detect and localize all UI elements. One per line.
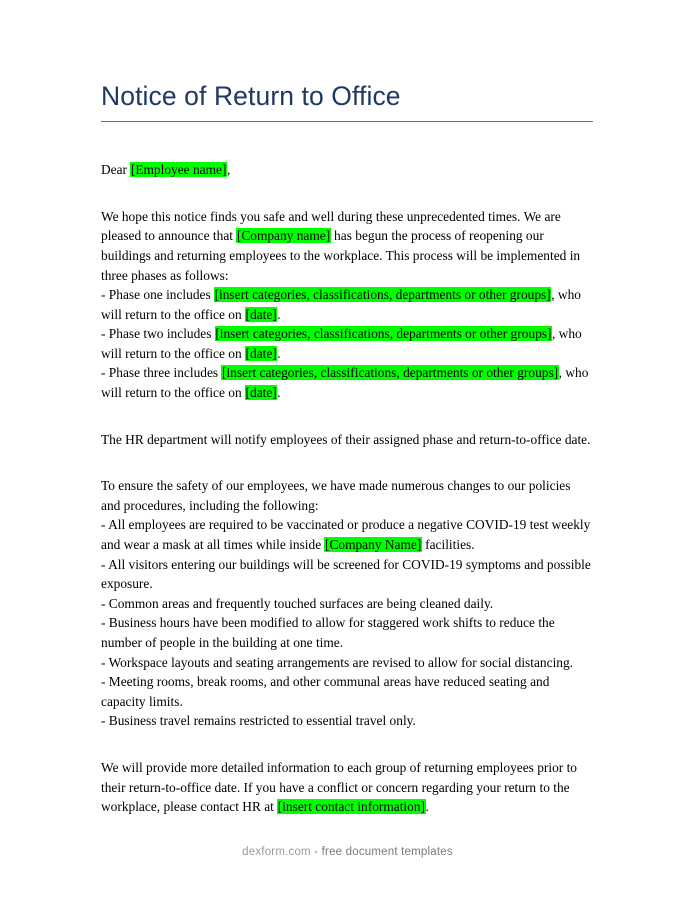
phase-three-end: . [277,385,281,401]
employee-name-placeholder: [Employee name] [130,162,227,178]
phase-three-item [101,363,593,402]
phase-two-middle: , who will return to the office on [101,326,582,361]
safety-bullet-cleaning: - Common areas and frequently touched surfaces are being cleaned daily. [101,595,494,611]
safety-bullet-hours: - Business hours have been modified to allow for staggered work shifts to reduce the number of people in the building at one time. [101,615,555,651]
company-name-placeholder-2: [Company Name] [324,537,422,553]
phase-two-item [101,324,593,363]
phase-three-group-placeholder: [insert categories, classifications, departments or other groups] [221,365,559,381]
salutation [101,160,593,180]
salutation-prefix: Dear [101,162,131,178]
intro-text-part2: has begun the process of reopening our buildings and returning employees to the workplace. This process will be implemented in three phases as follows: [101,228,581,283]
vaccination-text-part2: facilities. [421,537,475,553]
phase-three-middle: , who will return to the office on [101,365,589,401]
safety-bullet-list [101,515,593,731]
intro-paragraph [101,207,593,285]
safety-bullet-layouts: - Workspace layouts and seating arrangements are revised to allow for social distancing. [101,654,574,670]
spacer [101,403,593,430]
safety-bullet-rooms: - Meeting rooms, break rooms, and other communal areas have reduced seating and capacity limits. [101,674,550,709]
phase-two-end: . [277,345,281,361]
intro-text-part1: We hope this notice finds you safe and well during these unprecedented times. We are pleased to announce that [101,208,561,244]
contact-information-placeholder: [insert contact information] [277,799,425,815]
spacer [101,130,593,160]
closing-text-part1: We will provide more detailed information to each group of returning employees prior to their return-to-office date. If you have a conflict or concern regarding your return to the workplace, please contact HR at [101,759,578,815]
phase-two-date-placeholder: [date] [245,345,277,361]
title-divider [101,121,593,122]
safety-bullet-travel: - Business travel remains restricted to essential travel only. [101,713,416,729]
phase-one-group-placeholder: [insert categories, classifications, departments or other groups] [214,287,551,303]
page-title: Notice of Return to Office [101,81,401,111]
closing-text-part2: . [425,799,429,815]
closing-paragraph [101,758,593,817]
phase-three-date-placeholder: [date] [245,385,277,401]
document-body [101,0,593,817]
salutation-suffix: , [226,162,231,178]
phase-two-lead: - Phase two includes [101,326,215,342]
safety-bullet-vaccination [101,515,593,554]
company-name-placeholder: [Company name] [236,228,331,244]
phase-one-lead: - Phase one includes [101,287,215,303]
phase-one-item [101,285,593,324]
safety-bullet-visitors: - All visitors entering our buildings will be screened for COVID-19 symptoms and possible exposure. [101,556,591,592]
page-footer [0,846,695,858]
phase-two-group-placeholder: [insert categories, classifications, departments or other groups] [215,326,552,342]
phase-list [101,285,593,403]
phase-one-end: . [277,306,281,322]
footer-brand-link[interactable]: dexform.com [242,846,311,858]
safety-intro-paragraph: To ensure the safety of our employees, we have made numerous changes to our policies and procedures, including the following: [101,478,571,513]
phase-one-date-placeholder: [date] [245,306,277,322]
vaccination-text-part1: - All employees are required to be vaccinated or produce a negative COVID-19 test weekly and wear a mask at all times while inside [101,517,591,553]
spacer [101,731,593,758]
hr-notice-paragraph: The HR department will notify employees of their assigned phase and return-to-office date. [101,431,591,447]
phase-one-middle: , who will return to the office on [101,287,581,322]
spacer [101,180,593,207]
footer-tagline: - free document templates [310,846,453,858]
spacer [101,449,593,476]
phase-three-lead: - Phase three includes [101,365,222,381]
